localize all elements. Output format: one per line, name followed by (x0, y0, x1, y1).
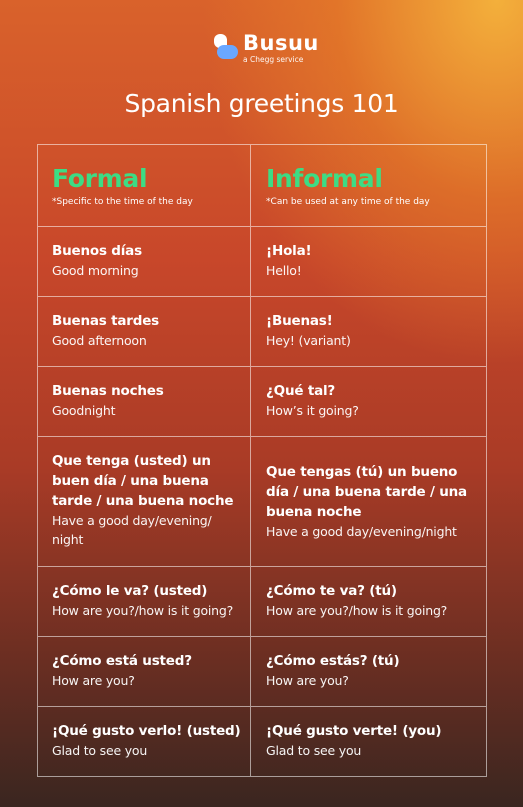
greetings-table (37, 144, 487, 777)
informal-cell (250, 707, 486, 776)
informal-column-title: Informal (266, 164, 383, 193)
informal-cell (250, 297, 486, 366)
formal-phrase: Buenas tardes (52, 313, 159, 329)
formal-cell (38, 437, 250, 566)
formal-cell (38, 367, 250, 436)
formal-phrase: Buenas noches (52, 383, 164, 399)
formal-meaning: How are you? (52, 673, 135, 688)
formal-phrase: ¿Cómo le va? (usted) (52, 583, 208, 599)
informal-column-note: *Can be used at any time of the day (266, 197, 430, 207)
table-header-row (38, 145, 486, 226)
informal-meaning: Glad to see you (266, 743, 362, 758)
informal-meaning: Hello! (266, 263, 302, 278)
informal-cell (250, 437, 486, 566)
busuu-brand (214, 32, 319, 65)
formal-phrase: Buenos días (52, 243, 142, 259)
formal-meaning: Good morning (52, 263, 139, 278)
formal-cell (38, 297, 250, 366)
table-row (38, 296, 486, 366)
informal-meaning: How’s it going? (266, 403, 359, 418)
formal-meaning: Good afternoon (52, 333, 147, 348)
informal-phrase: ¿Cómo estás? (tú) (266, 653, 400, 669)
formal-meaning: How are you?/how is it going? (52, 603, 234, 618)
formal-phrase: Que tenga (usted) un buen día / una buena tarde / una buena noche (52, 453, 234, 509)
brand-name: Busuu (243, 31, 319, 55)
informal-phrase: Que tengas (tú) un bueno día / una buena tarde / una buena noche (266, 464, 467, 520)
table-row (38, 226, 486, 296)
formal-cell (38, 637, 250, 706)
formal-cell (38, 227, 250, 296)
formal-meaning: Glad to see you (52, 743, 148, 758)
busuu-logo-icon (214, 34, 238, 60)
table-row (38, 566, 486, 636)
informal-phrase: ¡Qué gusto verte! (you) (266, 723, 442, 739)
informal-phrase: ¿Qué tal? (266, 383, 336, 399)
formal-column-title: Formal (52, 164, 148, 193)
formal-cell (38, 707, 250, 776)
page-title: Spanish greetings 101 (124, 89, 399, 118)
formal-phrase: ¡Qué gusto verlo! (usted) (52, 723, 241, 739)
formal-meaning: Goodnight (52, 403, 116, 418)
formal-meaning: Have a good day/evening/ night (52, 513, 212, 547)
table-row (38, 636, 486, 706)
informal-cell (250, 367, 486, 436)
table-row (38, 436, 486, 566)
informal-cell (250, 227, 486, 296)
informal-meaning: Have a good day/evening/night (266, 524, 457, 539)
formal-column-note: *Specific to the time of the day (52, 197, 193, 207)
informal-meaning: How are you? (266, 673, 349, 688)
informal-cell (250, 567, 486, 636)
informal-meaning: Hey! (variant) (266, 333, 351, 348)
informal-cell (250, 637, 486, 706)
table-row (38, 706, 486, 776)
formal-cell (38, 567, 250, 636)
informal-header (250, 145, 486, 226)
informal-phrase: ¡Hola! (266, 243, 312, 259)
brand-subtitle: a Chegg service (243, 55, 304, 64)
table-row (38, 366, 486, 436)
formal-phrase: ¿Cómo está usted? (52, 653, 192, 669)
informal-phrase: ¿Cómo te va? (tú) (266, 583, 397, 599)
informal-phrase: ¡Buenas! (266, 313, 333, 329)
informal-meaning: How are you?/how is it going? (266, 603, 448, 618)
formal-header (38, 145, 250, 226)
